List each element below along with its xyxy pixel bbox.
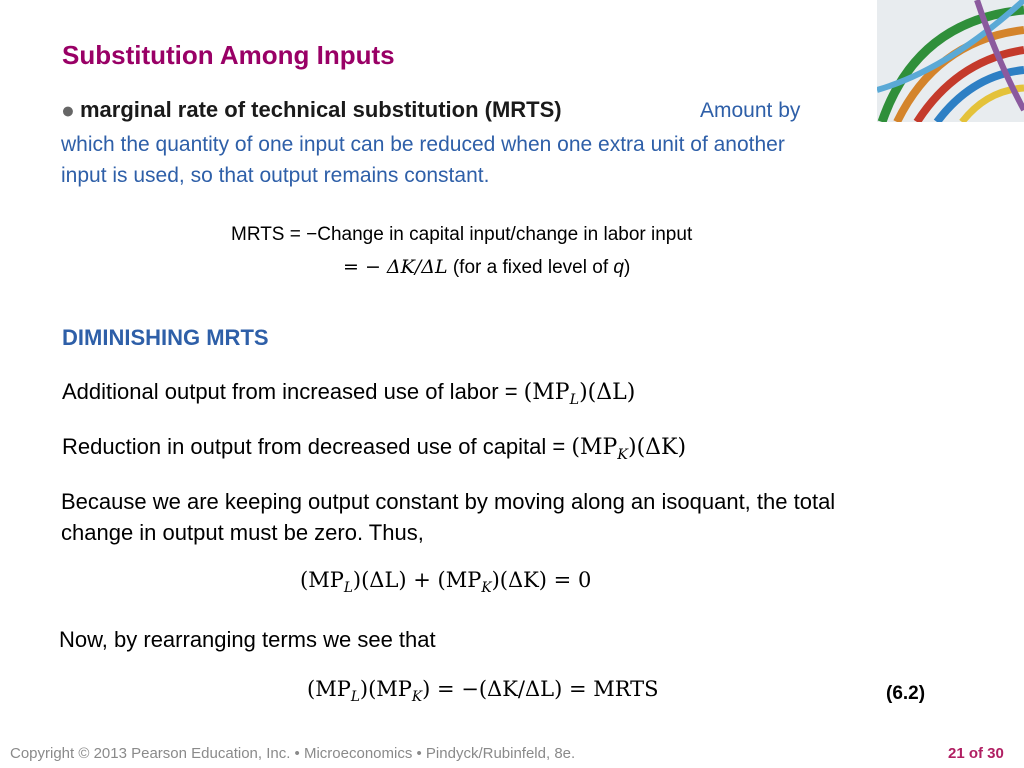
equation-final-part2: )(MP (359, 677, 412, 701)
additional-output-rest: )(ΔL) (579, 380, 636, 405)
additional-output-text: Additional output from increased use of labor = (62, 379, 524, 404)
definition-text-line3: input is used, so that output remains constant. (61, 164, 490, 187)
additional-output-sub: L (569, 392, 580, 408)
equation-final (307, 677, 659, 705)
mrts-formula-variable: q (613, 257, 624, 278)
equation-final-part3: ) = −(ΔK/ΔL) = MRTS (422, 677, 659, 701)
additional-output-line (62, 379, 636, 408)
reduction-output-text: Reduction in output from decreased use of capital = (62, 434, 572, 459)
additional-output-mp: (MP (523, 380, 570, 405)
mrts-formula-line2 (343, 256, 630, 279)
because-line1: Because we are keeping output constant by moving along an isoquant, the total (61, 489, 836, 514)
equation-sum-sub1: L (343, 579, 353, 596)
mrts-formula-close: ) (623, 257, 631, 278)
equation-sum-part1: (MP (300, 568, 344, 592)
reduction-output-sub: K (617, 447, 628, 463)
equation-final-part1: (MP (307, 677, 351, 701)
reduction-output-line (62, 434, 687, 463)
mrts-formula-note: (for a fixed level of (447, 257, 614, 278)
equation-final-sub1: L (350, 688, 360, 705)
because-line2: change in output must be zero. Thus, (61, 520, 424, 545)
definition-text-line1: Amount by (700, 99, 801, 122)
equation-sum-part2: )(ΔL) + (MP (352, 568, 482, 592)
reduction-output-mp: (MP (571, 435, 618, 460)
equation-sum (300, 568, 592, 596)
equation-number: (6.2) (886, 683, 926, 704)
equation-final-sub2: K (411, 688, 423, 705)
equation-sum-part3: )(ΔK) = 0 (491, 568, 592, 592)
decorative-arcs-image (877, 0, 1024, 122)
reduction-output-rest: )(ΔK) (627, 435, 687, 460)
definition-term: marginal rate of technical substitution (MRTS) (80, 97, 562, 122)
mrts-formula-line1: MRTS = −Change in capital input/change in labor input (231, 224, 693, 245)
section-heading: DIMINISHING MRTS (62, 325, 269, 350)
slide-title: Substitution Among Inputs (62, 40, 395, 70)
bullet-icon: ● (61, 97, 75, 123)
mrts-formula-prefix: = − (343, 256, 387, 278)
mrts-formula-ratio: ΔK/ΔL (386, 256, 448, 278)
footer-copyright: Copyright © 2013 Pearson Education, Inc. • Microeconomics • Pindyck/Rubinfeld, 8e. (10, 745, 576, 762)
footer-page-number: 21 of 30 (948, 745, 1004, 762)
now-text: Now, by rearranging terms we see that (59, 627, 436, 652)
definition-text-line2: which the quantity of one input can be reduced when one extra unit of another (61, 133, 785, 156)
equation-sum-sub2: K (481, 579, 492, 596)
